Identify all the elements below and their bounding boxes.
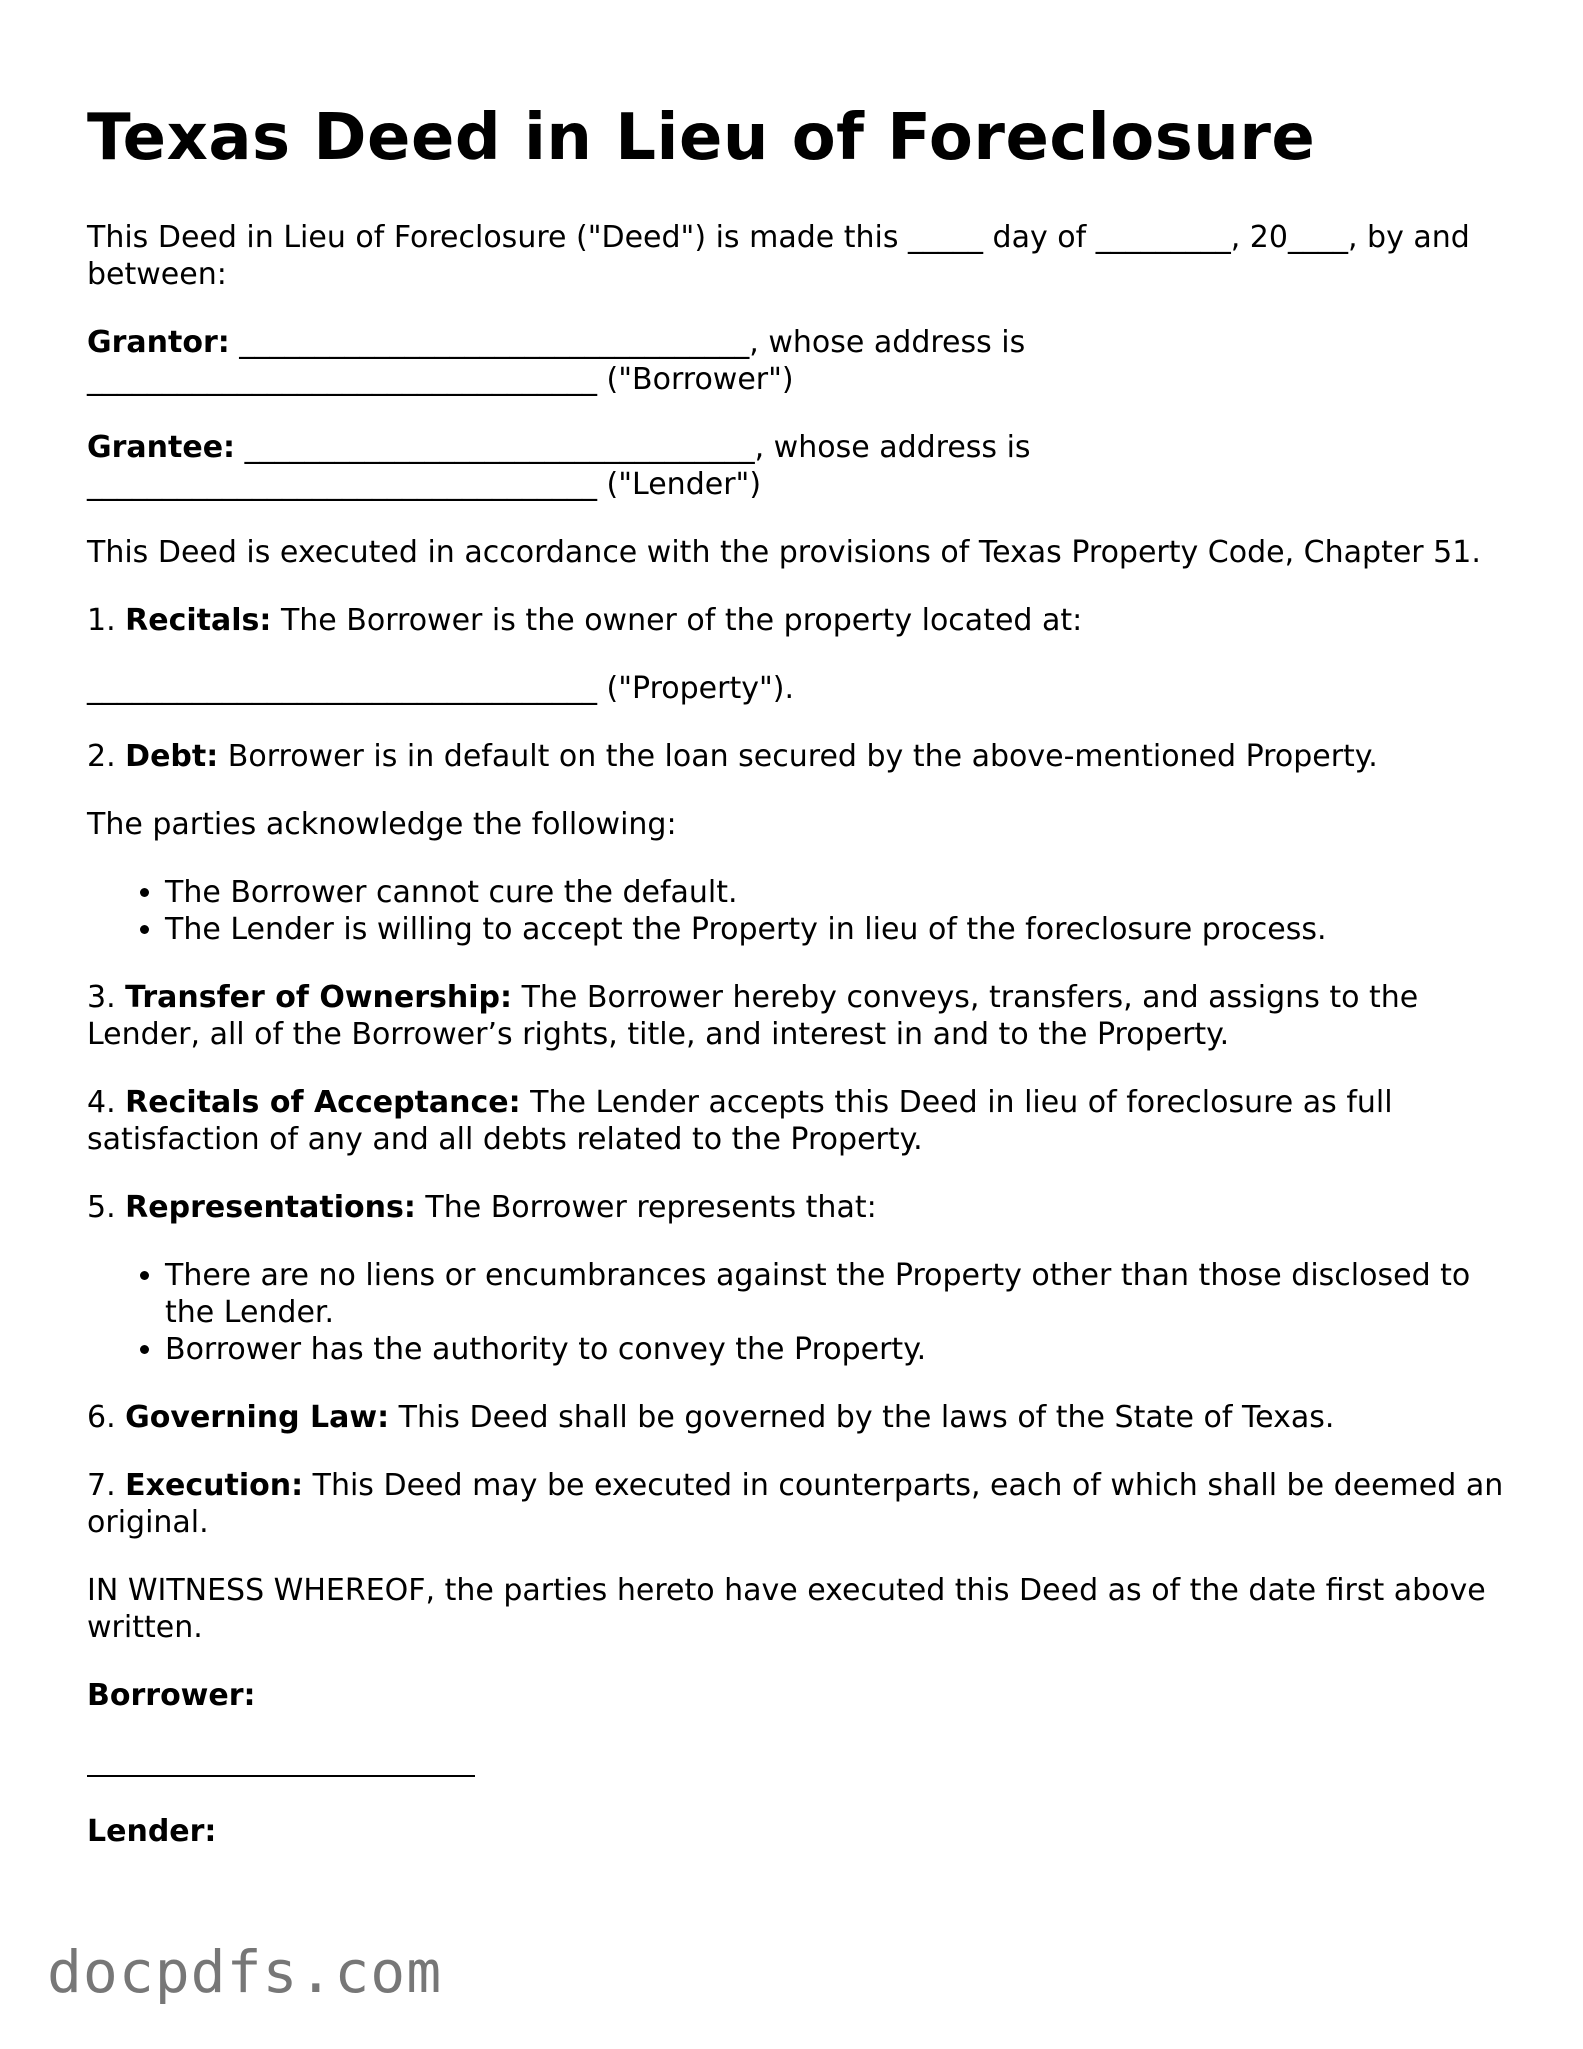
section-acceptance xyxy=(87,1084,1507,1158)
acknowledge-paragraph: The parties acknowledge the following: xyxy=(87,806,677,842)
section-recitals xyxy=(87,602,1507,639)
watermark: docpdfs.com xyxy=(47,1938,443,2006)
section-text: The Borrower is the owner of the property located at: xyxy=(271,602,1083,638)
page-title: Texas Deed in Lieu of Foreclosure xyxy=(87,101,1316,175)
section-label: Transfer of Ownership: xyxy=(125,979,513,1015)
section-label: Governing Law: xyxy=(125,1399,390,1435)
section-number: 4. xyxy=(87,1084,126,1120)
section-number: 5. xyxy=(87,1189,126,1225)
list-item: • The Lender is willing to accept the Property in lieu of the foreclosure process. xyxy=(165,911,1507,948)
borrower-signature-line xyxy=(87,1745,1507,1782)
section-label: Recitals: xyxy=(125,602,272,638)
intro-paragraph: This Deed in Lieu of Foreclosure ("Deed") is made this _____ day of _________, 20____, by and between: xyxy=(87,219,1470,292)
section-number: 3. xyxy=(87,979,126,1015)
section-text: The Borrower hereby conveys, transfers, and assigns to the Lender, all of the Borrower’s rights, title, and interest in and to the Property. xyxy=(87,979,1419,1052)
grantee-label: Grantee: xyxy=(87,429,236,465)
borrower-signature-label xyxy=(87,1677,1507,1714)
borrower-label: Borrower: xyxy=(87,1677,256,1713)
signature-line xyxy=(87,1745,475,1777)
section-number: 1. xyxy=(87,602,126,638)
section-execution xyxy=(87,1467,1507,1541)
section-number: 6. xyxy=(87,1399,126,1435)
section-label: Debt: xyxy=(125,738,219,774)
grantee-paragraph xyxy=(87,429,1507,503)
section-number: 7. xyxy=(87,1467,126,1503)
grantee-text: __________________________________, whose address is __________________________________ ("Lender") xyxy=(87,429,1031,502)
property-line: __________________________________ ("Property"). xyxy=(87,670,795,706)
lender-signature-label xyxy=(87,1813,1507,1850)
list-item: • There are no liens or encumbrances against the Property other than those disclosed to the Lender. xyxy=(165,1257,1507,1331)
list-item: • The Borrower cannot cure the default. xyxy=(165,874,1507,911)
lender-label: Lender: xyxy=(87,1813,217,1849)
section-text: Borrower is in default on the loan secured by the above-mentioned Property. xyxy=(218,738,1378,774)
section-text: This Deed may be executed in counterparts, each of which shall be deemed an original. xyxy=(87,1467,1504,1540)
section-label: Recitals of Acceptance: xyxy=(125,1084,521,1120)
representations-list xyxy=(87,1257,1507,1368)
section-representations xyxy=(87,1189,1507,1226)
grantor-label: Grantor: xyxy=(87,324,230,360)
code-statement: This Deed is executed in accordance with the provisions of Texas Property Code, Chapter 51. xyxy=(87,534,1481,570)
section-text: The Borrower represents that: xyxy=(415,1189,877,1225)
list-item: • Borrower has the authority to convey the Property. xyxy=(165,1331,1507,1368)
witness-paragraph: IN WITNESS WHEREOF, the parties hereto have executed this Deed as of the date first above written. xyxy=(87,1572,1486,1645)
grantor-text: __________________________________, whose address is __________________________________ ("Borrower") xyxy=(87,324,1026,397)
grantor-paragraph xyxy=(87,324,1507,398)
section-governing-law xyxy=(87,1399,1507,1436)
section-number: 2. xyxy=(87,738,126,774)
section-label: Execution: xyxy=(125,1467,304,1503)
section-text: The Lender accepts this Deed in lieu of foreclosure as full satisfaction of any and all debts related to the Property. xyxy=(87,1084,1393,1157)
section-transfer xyxy=(87,979,1507,1053)
section-text: This Deed shall be governed by the laws of the State of Texas. xyxy=(389,1399,1335,1435)
section-label: Representations: xyxy=(125,1189,416,1225)
acknowledge-list xyxy=(87,874,1507,948)
section-debt xyxy=(87,738,1507,775)
document-page xyxy=(87,100,1507,1881)
